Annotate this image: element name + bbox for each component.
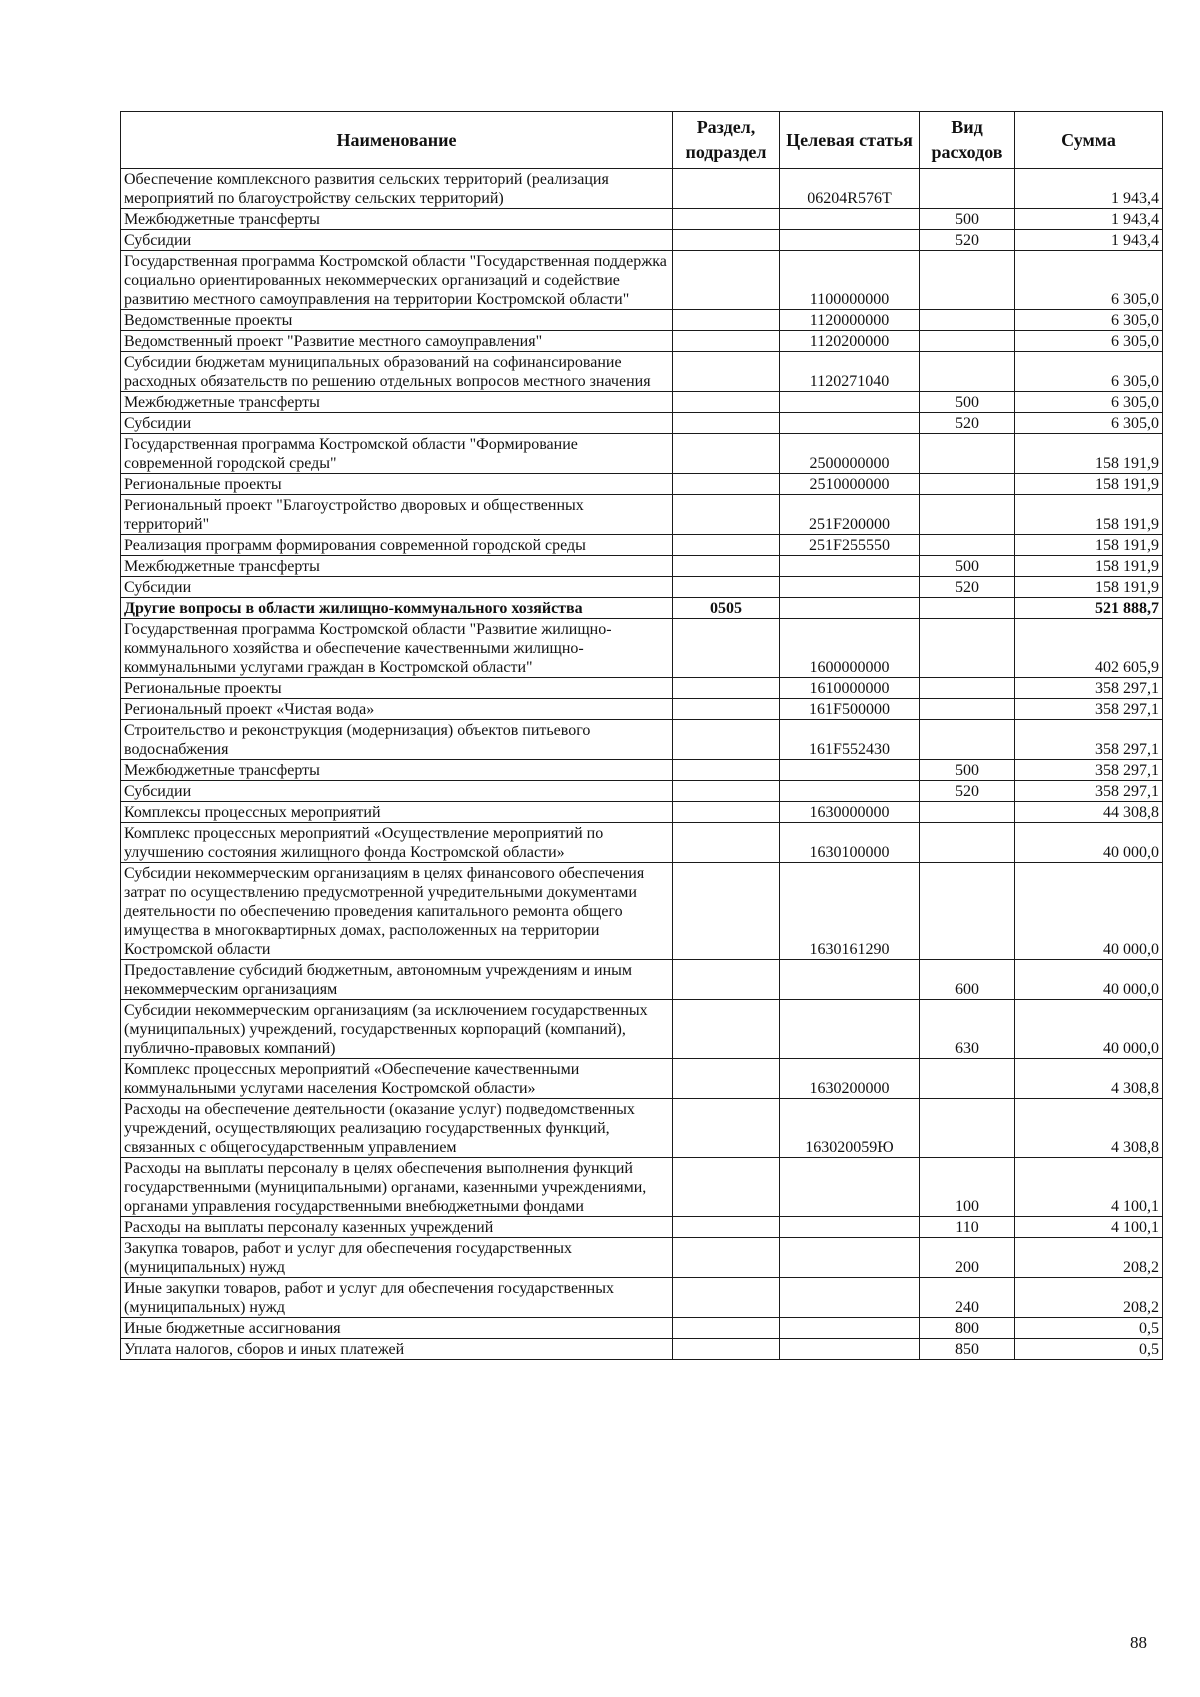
cell-section — [673, 863, 780, 960]
cell-target: 1120200000 — [780, 331, 920, 352]
cell-type — [920, 1059, 1015, 1099]
cell-name: Обеспечение комплексного развития сельских территорий (реализация мероприятий по благоустройству сельских территорий) — [121, 169, 673, 209]
cell-name: Комплексы процессных мероприятий — [121, 802, 673, 823]
cell-section — [673, 1158, 780, 1217]
cell-type: 240 — [920, 1278, 1015, 1318]
cell-target — [780, 1238, 920, 1278]
cell-sum: 1 943,4 — [1015, 230, 1163, 251]
table-row — [121, 823, 1163, 863]
cell-sum: 44 308,8 — [1015, 802, 1163, 823]
cell-target: 163020059Ю — [780, 1099, 920, 1158]
cell-target — [780, 577, 920, 598]
cell-sum: 208,2 — [1015, 1238, 1163, 1278]
cell-target: 161F552430 — [780, 720, 920, 760]
cell-name: Субсидии некоммерческим организациям (за исключением государственных (муниципальных) учреждений, государственных корпораций (компаний), публично-правовых компаний) — [121, 1000, 673, 1059]
header-type: Вид расходов — [920, 112, 1015, 169]
cell-name: Другие вопросы в области жилищно-коммунального хозяйства — [121, 598, 673, 619]
cell-type — [920, 495, 1015, 535]
table-row — [121, 802, 1163, 823]
cell-name: Межбюджетные трансферты — [121, 392, 673, 413]
cell-sum: 40 000,0 — [1015, 960, 1163, 1000]
cell-type — [920, 699, 1015, 720]
cell-name: Субсидии — [121, 230, 673, 251]
cell-sum: 358 297,1 — [1015, 678, 1163, 699]
table-row — [121, 1158, 1163, 1217]
cell-section — [673, 678, 780, 699]
cell-name: Государственная программа Костромской области "Государственная поддержка социально ориентированных некоммерческих организаций и содействие развитию местного самоуправления на территории Костромской области" — [121, 251, 673, 310]
cell-section — [673, 1278, 780, 1318]
cell-name: Региональный проект "Благоустройство дворовых и общественных территорий" — [121, 495, 673, 535]
cell-sum: 0,5 — [1015, 1339, 1163, 1360]
cell-section — [673, 802, 780, 823]
cell-name: Расходы на обеспечение деятельности (оказание услуг) подведомственных учреждений, осуществляющих реализацию государственных функций, связанных с общегосударственным управлением — [121, 1099, 673, 1158]
cell-section — [673, 1318, 780, 1339]
table-row — [121, 413, 1163, 434]
cell-target — [780, 1278, 920, 1318]
cell-name: Государственная программа Костромской области "Развитие жилищно-коммунального хозяйства и обеспечение качественными жилищно-коммунальными услугами граждан в Костромской области" — [121, 619, 673, 678]
cell-target: 251F255550 — [780, 535, 920, 556]
cell-target — [780, 230, 920, 251]
cell-sum: 6 305,0 — [1015, 413, 1163, 434]
cell-name: Региональные проекты — [121, 474, 673, 495]
table-row — [121, 1059, 1163, 1099]
cell-name: Строительство и реконструкция (модернизация) объектов питьевого водоснабжения — [121, 720, 673, 760]
cell-section — [673, 720, 780, 760]
cell-section — [673, 474, 780, 495]
cell-sum: 158 191,9 — [1015, 474, 1163, 495]
table-row — [121, 1099, 1163, 1158]
cell-name: Ведомственные проекты — [121, 310, 673, 331]
cell-section — [673, 230, 780, 251]
table-row — [121, 1339, 1163, 1360]
cell-section — [673, 960, 780, 1000]
cell-name: Субсидии некоммерческим организациям в целях финансового обеспечения затрат по осуществлению предусмотренной учредительными документами деятельности по обеспечению проведения капитального ремонта общего имущества в многоквартирных домах, расположенных на территории Костромской области — [121, 863, 673, 960]
cell-section — [673, 1238, 780, 1278]
cell-name: Расходы на выплаты персоналу в целях обеспечения выполнения функций государственными (муниципальными) органами, казенными учреждениями, органами управления государственными внебюджетными фондами — [121, 1158, 673, 1217]
cell-target — [780, 781, 920, 802]
cell-section — [673, 392, 780, 413]
cell-sum: 6 305,0 — [1015, 352, 1163, 392]
cell-sum: 0,5 — [1015, 1318, 1163, 1339]
cell-sum: 4 100,1 — [1015, 1158, 1163, 1217]
cell-name: Комплекс процессных мероприятий «Обеспечение качественными коммунальными услугами населения Костромской области» — [121, 1059, 673, 1099]
table-row — [121, 535, 1163, 556]
cell-type: 100 — [920, 1158, 1015, 1217]
cell-sum: 40 000,0 — [1015, 863, 1163, 960]
cell-target: 1630100000 — [780, 823, 920, 863]
cell-name: Расходы на выплаты персоналу казенных учреждений — [121, 1217, 673, 1238]
cell-name: Субсидии бюджетам муниципальных образований на софинансирование расходных обязательств по решению отдельных вопросов местного значения — [121, 352, 673, 392]
cell-type — [920, 535, 1015, 556]
cell-section — [673, 352, 780, 392]
cell-type: 520 — [920, 577, 1015, 598]
cell-type: 500 — [920, 556, 1015, 577]
cell-section — [673, 781, 780, 802]
cell-type — [920, 1099, 1015, 1158]
table-row — [121, 1238, 1163, 1278]
cell-name: Межбюджетные трансферты — [121, 760, 673, 781]
cell-name: Уплата налогов, сборов и иных платежей — [121, 1339, 673, 1360]
cell-sum: 358 297,1 — [1015, 760, 1163, 781]
table-row — [121, 251, 1163, 310]
cell-section — [673, 209, 780, 230]
cell-section — [673, 577, 780, 598]
cell-sum: 358 297,1 — [1015, 699, 1163, 720]
table-row — [121, 699, 1163, 720]
cell-sum: 1 943,4 — [1015, 169, 1163, 209]
cell-target — [780, 1000, 920, 1059]
cell-type — [920, 720, 1015, 760]
cell-type: 520 — [920, 781, 1015, 802]
cell-target: 2510000000 — [780, 474, 920, 495]
table-row — [121, 556, 1163, 577]
cell-sum: 4 308,8 — [1015, 1059, 1163, 1099]
page-number: 88 — [1130, 1633, 1147, 1652]
cell-type — [920, 678, 1015, 699]
cell-section — [673, 1000, 780, 1059]
cell-sum: 158 191,9 — [1015, 535, 1163, 556]
table-row — [121, 331, 1163, 352]
cell-name: Реализация программ формирования современной городской среды — [121, 535, 673, 556]
cell-type: 200 — [920, 1238, 1015, 1278]
cell-sum: 358 297,1 — [1015, 781, 1163, 802]
cell-section — [673, 1217, 780, 1238]
cell-type — [920, 823, 1015, 863]
cell-sum: 358 297,1 — [1015, 720, 1163, 760]
cell-type — [920, 331, 1015, 352]
cell-sum: 1 943,4 — [1015, 209, 1163, 230]
cell-sum: 521 888,7 — [1015, 598, 1163, 619]
cell-type: 500 — [920, 392, 1015, 413]
table-row — [121, 1000, 1163, 1059]
cell-section — [673, 310, 780, 331]
cell-sum: 158 191,9 — [1015, 556, 1163, 577]
table-row — [121, 781, 1163, 802]
cell-section — [673, 251, 780, 310]
cell-section — [673, 823, 780, 863]
table-row — [121, 863, 1163, 960]
cell-type — [920, 802, 1015, 823]
cell-type: 520 — [920, 230, 1015, 251]
table-row — [121, 960, 1163, 1000]
cell-target — [780, 413, 920, 434]
cell-target — [780, 1158, 920, 1217]
table-row — [121, 310, 1163, 331]
cell-sum: 6 305,0 — [1015, 392, 1163, 413]
header-target: Целевая статья — [780, 112, 920, 169]
cell-name: Комплекс процессных мероприятий «Осуществление мероприятий по улучшению состояния жилищного фонда Костромской области» — [121, 823, 673, 863]
table-row — [121, 1318, 1163, 1339]
cell-name: Иные бюджетные ассигнования — [121, 1318, 673, 1339]
cell-section — [673, 535, 780, 556]
cell-name: Субсидии — [121, 577, 673, 598]
cell-section — [673, 434, 780, 474]
cell-section — [673, 413, 780, 434]
cell-name: Межбюджетные трансферты — [121, 209, 673, 230]
cell-type — [920, 434, 1015, 474]
table-row — [121, 598, 1163, 619]
cell-sum: 6 305,0 — [1015, 310, 1163, 331]
table-row — [121, 577, 1163, 598]
cell-target: 1100000000 — [780, 251, 920, 310]
table-row — [121, 619, 1163, 678]
table-row — [121, 760, 1163, 781]
header-sum: Сумма — [1015, 112, 1163, 169]
cell-section — [673, 1059, 780, 1099]
table-row — [121, 434, 1163, 474]
cell-target: 1600000000 — [780, 619, 920, 678]
cell-target — [780, 1339, 920, 1360]
cell-target: 1630000000 — [780, 802, 920, 823]
table-row — [121, 678, 1163, 699]
cell-sum: 6 305,0 — [1015, 251, 1163, 310]
cell-type — [920, 598, 1015, 619]
cell-section — [673, 699, 780, 720]
cell-section — [673, 619, 780, 678]
cell-sum: 158 191,9 — [1015, 434, 1163, 474]
cell-sum: 40 000,0 — [1015, 1000, 1163, 1059]
cell-target: 161F500000 — [780, 699, 920, 720]
cell-target — [780, 1318, 920, 1339]
cell-name: Предоставление субсидий бюджетным, автономным учреждениям и иным некоммерческим организациям — [121, 960, 673, 1000]
cell-type — [920, 169, 1015, 209]
cell-name: Региональный проект «Чистая вода» — [121, 699, 673, 720]
header-row — [121, 112, 1163, 169]
table-row — [121, 495, 1163, 535]
cell-target — [780, 960, 920, 1000]
cell-name: Субсидии — [121, 413, 673, 434]
cell-section — [673, 1099, 780, 1158]
cell-name: Иные закупки товаров, работ и услуг для обеспечения государственных (муниципальных) нужд — [121, 1278, 673, 1318]
cell-type — [920, 310, 1015, 331]
cell-section — [673, 1339, 780, 1360]
cell-sum: 6 305,0 — [1015, 331, 1163, 352]
table-row — [121, 392, 1163, 413]
cell-type — [920, 474, 1015, 495]
table-row — [121, 352, 1163, 392]
cell-name: Закупка товаров, работ и услуг для обеспечения государственных (муниципальных) нужд — [121, 1238, 673, 1278]
cell-type: 520 — [920, 413, 1015, 434]
cell-target — [780, 556, 920, 577]
header-section: Раздел, подраздел — [673, 112, 780, 169]
cell-sum: 158 191,9 — [1015, 577, 1163, 598]
header-name: Наименование — [121, 112, 673, 169]
cell-section — [673, 331, 780, 352]
cell-section — [673, 556, 780, 577]
cell-type — [920, 251, 1015, 310]
table-row — [121, 209, 1163, 230]
cell-type: 500 — [920, 760, 1015, 781]
cell-name: Региональные проекты — [121, 678, 673, 699]
cell-name: Субсидии — [121, 781, 673, 802]
table-row — [121, 1278, 1163, 1318]
cell-type — [920, 352, 1015, 392]
table-row — [121, 474, 1163, 495]
cell-sum: 402 605,9 — [1015, 619, 1163, 678]
cell-type: 500 — [920, 209, 1015, 230]
table-row — [121, 230, 1163, 251]
cell-sum: 158 191,9 — [1015, 495, 1163, 535]
cell-target: 1120000000 — [780, 310, 920, 331]
cell-name: Межбюджетные трансферты — [121, 556, 673, 577]
cell-section — [673, 495, 780, 535]
cell-target — [780, 1217, 920, 1238]
cell-target: 1120271040 — [780, 352, 920, 392]
cell-type — [920, 863, 1015, 960]
cell-target: 06204R576T — [780, 169, 920, 209]
cell-type: 110 — [920, 1217, 1015, 1238]
cell-target: 2500000000 — [780, 434, 920, 474]
cell-type: 850 — [920, 1339, 1015, 1360]
cell-target — [780, 760, 920, 781]
table-row — [121, 720, 1163, 760]
cell-type: 800 — [920, 1318, 1015, 1339]
cell-type: 600 — [920, 960, 1015, 1000]
cell-target — [780, 392, 920, 413]
cell-type: 630 — [920, 1000, 1015, 1059]
cell-name: Государственная программа Костромской области "Формирование современной городской среды" — [121, 434, 673, 474]
budget-table — [120, 111, 1163, 1360]
table-body — [121, 169, 1163, 1360]
table-row — [121, 169, 1163, 209]
cell-name: Ведомственный проект "Развитие местного самоуправления" — [121, 331, 673, 352]
cell-sum: 4 100,1 — [1015, 1217, 1163, 1238]
cell-sum: 4 308,8 — [1015, 1099, 1163, 1158]
cell-target: 1630200000 — [780, 1059, 920, 1099]
cell-section — [673, 169, 780, 209]
cell-type — [920, 619, 1015, 678]
cell-section: 0505 — [673, 598, 780, 619]
cell-target — [780, 209, 920, 230]
cell-sum: 208,2 — [1015, 1278, 1163, 1318]
cell-section — [673, 760, 780, 781]
cell-sum: 40 000,0 — [1015, 823, 1163, 863]
cell-target: 251F200000 — [780, 495, 920, 535]
table-row — [121, 1217, 1163, 1238]
cell-target: 1610000000 — [780, 678, 920, 699]
cell-target: 1630161290 — [780, 863, 920, 960]
cell-target — [780, 598, 920, 619]
